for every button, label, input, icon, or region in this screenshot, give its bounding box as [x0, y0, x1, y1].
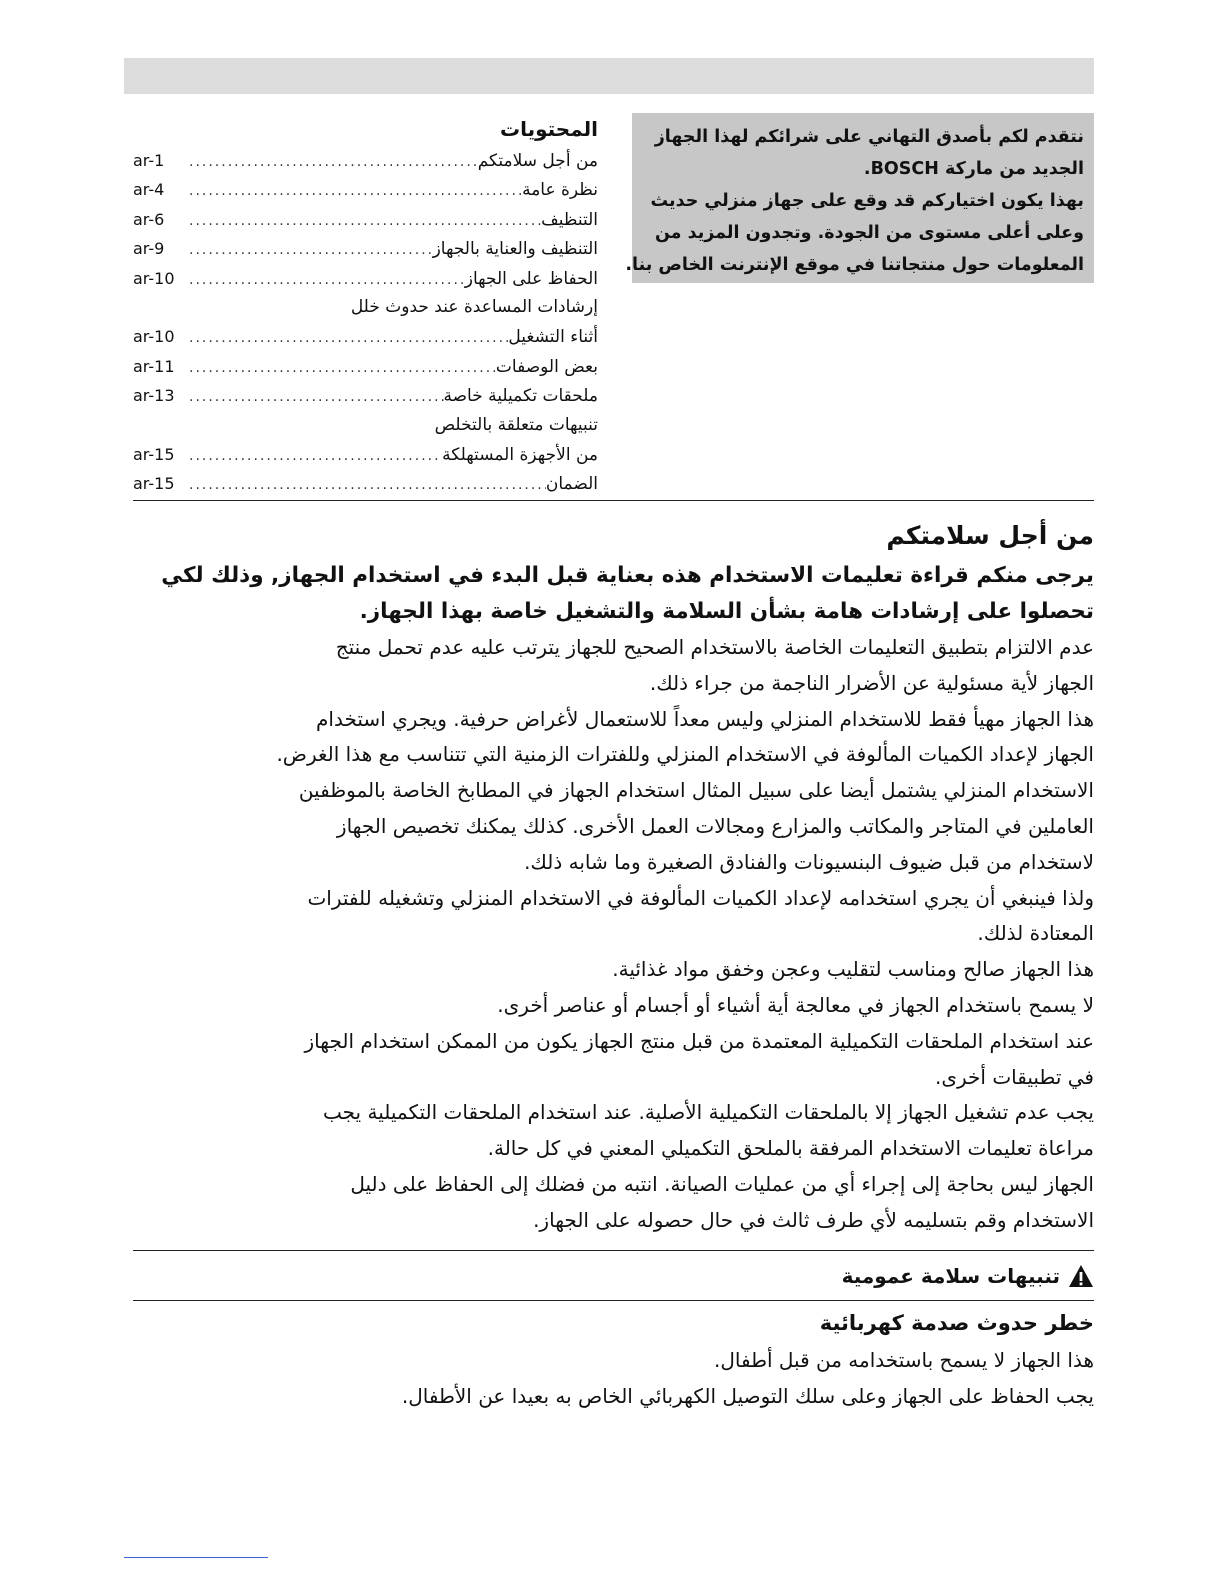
toc-page-number: ar-6 [133, 209, 165, 229]
toc-page-number: ar-13 [133, 386, 175, 406]
intro-line: الجديد من ماركة BOSCH. [863, 159, 1084, 179]
toc-leader-dots [185, 442, 442, 471]
intro-line: نتقدم لكم بأصدق التهاني على شرائكم لهذا الجهاز [654, 127, 1084, 147]
safety-body-line: لاستخدام من قبل ضيوف البنسيونات والفنادق الصغيرة وما شابه ذلك. [524, 849, 1094, 874]
intro-line: وعلى أعلى مستوى من الجودة. وتجدون المزيد من [654, 223, 1084, 243]
toc-label: أثناء التشغيل [508, 327, 598, 348]
toc-leader-dots [185, 383, 444, 412]
toc-entry [133, 411, 598, 440]
toc-label: من الأجهزة المستهلكة [442, 444, 598, 465]
toc-entry [133, 469, 598, 498]
safety-body-line: عند استخدام الملحقات التكميلية المعتمدة من قبل منتج الجهاز يكون من الممكن استخدام الجهاز [304, 1028, 1094, 1053]
toc-entry [133, 293, 598, 322]
table-of-contents [133, 112, 598, 499]
safety-body-line: يجب عدم تشغيل الجهاز إلا بالملحقات التكميلية الأصلية. عند استخدام الملحقات التكميلية يجب [323, 1100, 1094, 1125]
safety-lead-line: يرجى منكم قراءة تعليمات الاستخدام هذه بعناية قبل البدء في استخدام الجهاز, وذلك لكي [161, 563, 1094, 588]
divider [133, 1300, 1094, 1301]
toc-leader-dots [185, 324, 508, 353]
electric-shock-title: خطر حدوث صدمة كهربائية [819, 1311, 1094, 1335]
safety-body-line: مراعاة تعليمات الاستخدام المرفقة بالملحق التكميلي المعني في كل حالة. [487, 1136, 1094, 1161]
header-bar [124, 58, 1094, 94]
toc-label: ملحقات تكميلية خاصة [443, 386, 598, 407]
toc-leader-dots [185, 471, 546, 500]
toc-label: التنظيف والعناية بالجهاز [432, 239, 598, 260]
intro-line: بهذا يكون اختياركم قد وقع على جهاز منزلي حديث [650, 191, 1084, 211]
toc-entry [133, 146, 598, 175]
safety-body-line: ولذا فينبغي أن يجري استخدامه لإعداد الكميات المألوفة في الاستخدام المنزلي وتشغيله للفترات [307, 885, 1094, 910]
toc-label: التنظيف [541, 209, 598, 230]
toc-entry [133, 352, 598, 381]
divider [133, 500, 1094, 501]
safety-body-line: في تطبيقات أخرى. [935, 1064, 1094, 1089]
toc-leader-dots [185, 266, 465, 295]
toc-leader-dots [185, 354, 496, 383]
safety-body-line: هذا الجهاز صالح ومناسب لتقليب وعجن وخفق مواد غذائية. [612, 957, 1094, 982]
toc-page-number: ar-9 [133, 239, 165, 259]
safety-section [133, 514, 1094, 1239]
toc-page-number: ar-1 [133, 151, 165, 170]
toc-leader-dots [185, 177, 522, 206]
safety-body-line: العاملين في المتاجر والمكاتب والمزارع ومجالات العمل الأخرى. كذلك يمكنك تخصيص الجهاز [336, 813, 1094, 838]
toc-title: المحتويات [499, 117, 598, 141]
toc-label: الحفاظ على الجهاز [464, 268, 598, 289]
warning-triangle-icon [1068, 1263, 1094, 1289]
toc-entry [133, 175, 598, 204]
toc-label: بعض الوصفات [495, 356, 598, 377]
general-warnings-heading [133, 1254, 1094, 1298]
footnote-rule [124, 1557, 268, 1558]
toc-label: إرشادات المساعدة عند حدوث خلل [350, 296, 598, 317]
intro-box [625, 113, 1094, 283]
safety-body-line: المعتادة لذلك. [977, 921, 1094, 946]
toc-page-number: ar-4 [133, 180, 165, 200]
safety-body-line: الجهاز لإعداد الكميات المألوفة في الاستخدام المنزلي وللفترات الزمنية التي تتناسب مع هذا الغرض. [276, 742, 1094, 767]
intro-line: المعلومات حول منتجاتنا في موقع الإنترنت الخاص بنا. [625, 255, 1084, 275]
electric-shock-line: يجب الحفاظ على الجهاز وعلى سلك التوصيل الكهربائي الخاص به بعيدا عن الأطفال. [401, 1384, 1094, 1408]
toc-leader-dots [185, 148, 478, 177]
toc-page-number: ar-11 [133, 356, 175, 376]
toc-page-number: ar-15 [133, 444, 175, 464]
safety-body-line: الاستخدام المنزلي يشتمل أيضا على سبيل المثال استخدام الجهاز في المطابخ الخاصة بالموظفين [298, 778, 1094, 803]
toc-page-number: ar-15 [133, 474, 175, 494]
electric-shock-section [133, 1304, 1094, 1414]
toc-label: من أجل سلامتكم [477, 151, 598, 171]
safety-body-line: الجهاز لأية مسئولية عن الأضرار الناجمة من جراء ذلك. [649, 670, 1094, 695]
toc-entry [133, 264, 598, 293]
toc-page-number: ar-10 [133, 327, 175, 347]
toc-label: الضمان [545, 474, 598, 495]
toc-label: تنبيهات متعلقة بالتخلص [434, 414, 598, 435]
toc-leader-dots [185, 236, 433, 265]
safety-body-line: الجهاز ليس بحاجة إلى إجراء أي من عمليات الصيانة. انتبه من فضلك إلى الحفاظ على دليل [350, 1171, 1094, 1196]
electric-shock-line: هذا الجهاز لا يسمح باستخدامه من قبل أطفال. [713, 1348, 1094, 1372]
safety-body-line: الاستخدام وقم بتسليمه لأي طرف ثالث في حال حصوله على الجهاز. [533, 1207, 1094, 1232]
toc-leader-dots [185, 207, 541, 236]
safety-body-line: لا يسمح باستخدام الجهاز في معالجة أية أشياء أو أجسام أو عناصر أخرى. [497, 992, 1094, 1017]
divider [133, 1250, 1094, 1251]
toc-entry [133, 381, 598, 410]
toc-page-number: ar-10 [133, 268, 175, 288]
safety-lead-line: تحصلوا على إرشادات هامة بشأن السلامة والتشغيل خاصة بهذا الجهاز. [359, 599, 1094, 624]
safety-body-line: عدم الالتزام بتطبيق التعليمات الخاصة بالاستخدام الصحيح للجهاز يترتب عليه عدم تحمل منتج [335, 635, 1094, 659]
safety-title: من أجل سلامتكم [886, 521, 1094, 550]
general-warnings-title: تنبيهات سلامة عمومية [841, 1264, 1060, 1288]
toc-entry [133, 234, 598, 263]
toc-entry [133, 440, 598, 469]
toc-entry [133, 322, 598, 351]
toc-label: نظرة عامة [522, 180, 598, 201]
safety-body-line: هذا الجهاز مهيأ فقط للاستخدام المنزلي وليس معداً للاستعمال لأغراض حرفية. ويجري استخدام [316, 706, 1094, 731]
toc-entry [133, 205, 598, 234]
